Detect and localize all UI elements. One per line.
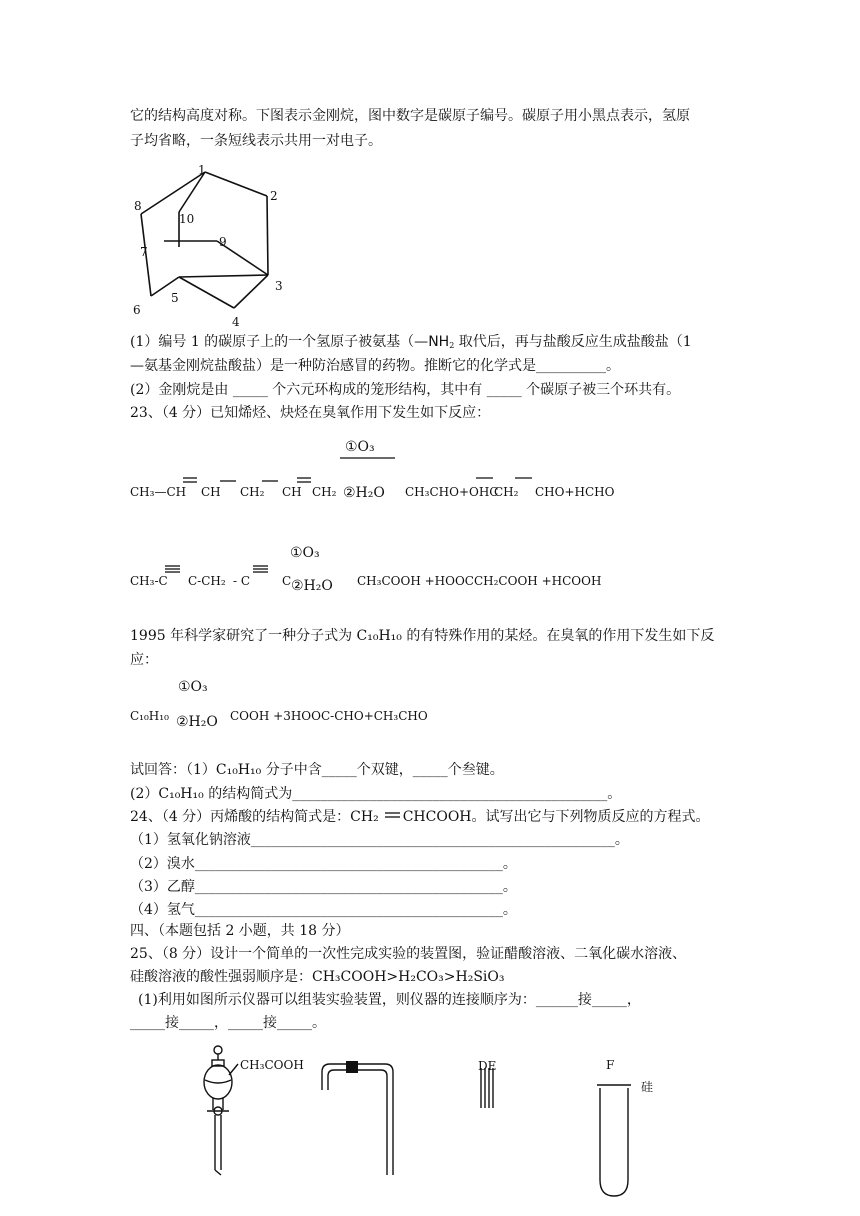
q23-title: 23、（4 分）已知烯烃、炔烃在臭氧作用下发生如下反应： (130, 405, 491, 421)
funnel-label: CH₃COOH (240, 1058, 304, 1072)
q25-line-3: (1)利用如图所示仪器可以组装实验装置，则仪器的连接顺序为：______接_____， (138, 992, 641, 1008)
r3-reagent-h2o: ②H₂O (176, 714, 218, 730)
bent-glass-tube-icon (322, 1061, 393, 1175)
q23-description-cont: 应： (130, 652, 158, 668)
r1-product-ch2: CH₂ (494, 485, 519, 499)
r2-reagent-h2o: ②H₂O (291, 578, 333, 594)
r2-reactant-d: C (282, 574, 292, 588)
atom-label-8: 8 (134, 199, 142, 213)
test-tube-side-label: 硅 (641, 1080, 654, 1094)
intro-line-2: 子均省略，一条短线表示共用一对电子。 (130, 133, 382, 149)
q24-title: 24、（4 分）丙烯酸的结构简式是：CH₂ CHCOOH。试写出它与下列物质反应的方程式。 (130, 809, 710, 825)
r1-reagent-o3: ①O₃ (345, 439, 375, 455)
r1-reactant-ch2-end: CH₂ (312, 485, 337, 499)
r1-reactant-ch3ch: CH₃—CH (130, 485, 187, 499)
r1-reactant-ch: CH (201, 485, 221, 499)
q24-item-2: （2）溴水____________________________________________。 (130, 856, 517, 872)
atom-label-4: 4 (232, 315, 240, 329)
q23-ask-2: (2）C₁₀H₁₀ 的结构简式为_____________________________________________。 (130, 786, 622, 802)
r2-reagent-o3: ①O₃ (290, 545, 320, 561)
q24-item-1: （1）氢氧化钠溶液____________________________________________________。 (130, 832, 629, 848)
q22-part1: (1）编号 1 的碳原子上的一个氢原子被氨基（$—NH_2$ 取代后，再与盐酸反应生成盐酸盐（1 (130, 334, 692, 350)
bond-3-4 (234, 275, 268, 308)
atom-label-1: 1 (198, 163, 206, 177)
r3-reactant: C₁₀H₁₀ (130, 709, 169, 723)
q22-part1-cont: —氨基金刚烷盐酸盐）是一种防治感冒的药物。推断它的化学式是__________。 (130, 358, 620, 374)
intro-line-1: 它的结构高度对称。下图表示金刚烷，图中数字是碳原子编号。碳原子用小黑点表示，氢原 (130, 108, 690, 124)
q22-part2: (2）金刚烷是由 _____ 个六元环构成的笼形结构，其中有 _____ 个碳原子被三个环共有。 (130, 382, 681, 398)
bond-1-8 (141, 172, 205, 214)
q25-line-2: 硅酸溶液的酸性强弱顺序是：CH₃COOH>H₂CO₃>H₂SiO₃ (130, 969, 505, 985)
r1-reactant-ch-2: CH (282, 485, 302, 499)
r3-products: COOH +3HOOC-CHO+CH₃CHO (230, 709, 428, 723)
atom-label-7: 7 (140, 245, 148, 259)
r1-reagent-h2o: ②H₂O (343, 485, 385, 501)
r1-product-b: CHO+HCHO (535, 485, 615, 499)
r2-products: CH₃COOH +HOOCCH₂COOH +HCOOH (357, 574, 602, 588)
section-4-heading: 四、（本题包括 2 小题，共 18 分） (130, 923, 350, 939)
r1-product-a: CH₃CHO+OHC (405, 485, 499, 499)
tubes-label: DE (478, 1059, 497, 1073)
atom-label-9: 9 (219, 235, 227, 249)
bond-1-2 (205, 172, 267, 196)
bond-4-5 (179, 277, 234, 308)
q25-line-1: 25、（8 分）设计一个简单的一次性完成实验的装置图，验证醋酸溶液、二氧化碳水溶液、 (130, 946, 687, 962)
atom-label-5: 5 (171, 291, 179, 305)
q24-item-4: （4）氢气____________________________________________。 (130, 902, 517, 918)
atom-label-10: 10 (179, 212, 195, 226)
r1-reactant-ch2: CH₂ (240, 485, 265, 499)
separatory-funnel-icon (204, 1046, 238, 1175)
q24-item-3: （3）乙醇____________________________________________。 (130, 879, 517, 895)
q23-ask-1: 试回答：（1）C₁₀H₁₀ 分子中含_____个双键，_____个叁键。 (130, 762, 504, 778)
r2-reactant-b: C-CH₂ (188, 574, 226, 588)
bond-5-3 (179, 275, 268, 277)
test-tube-label: F (606, 1058, 615, 1072)
test-tube-f-icon (597, 1085, 631, 1196)
r2-reactant-a: CH₃-C (130, 574, 168, 588)
atom-label-6: 6 (133, 303, 141, 317)
r2-reactant-c: - C (233, 574, 251, 588)
atom-label-3: 3 (275, 279, 283, 293)
atom-label-2: 2 (270, 189, 278, 203)
q25-line-4: _____接_____，_____接_____。 (130, 1015, 326, 1031)
r3-reagent-o3: ①O₃ (178, 679, 208, 695)
q23-description: 1995 年科学家研究了一种分子式为 C₁₀H₁₀ 的有特殊作用的某烃。在臭氧的作用下发生如下反 (130, 628, 715, 644)
bond-2-3 (267, 196, 268, 275)
